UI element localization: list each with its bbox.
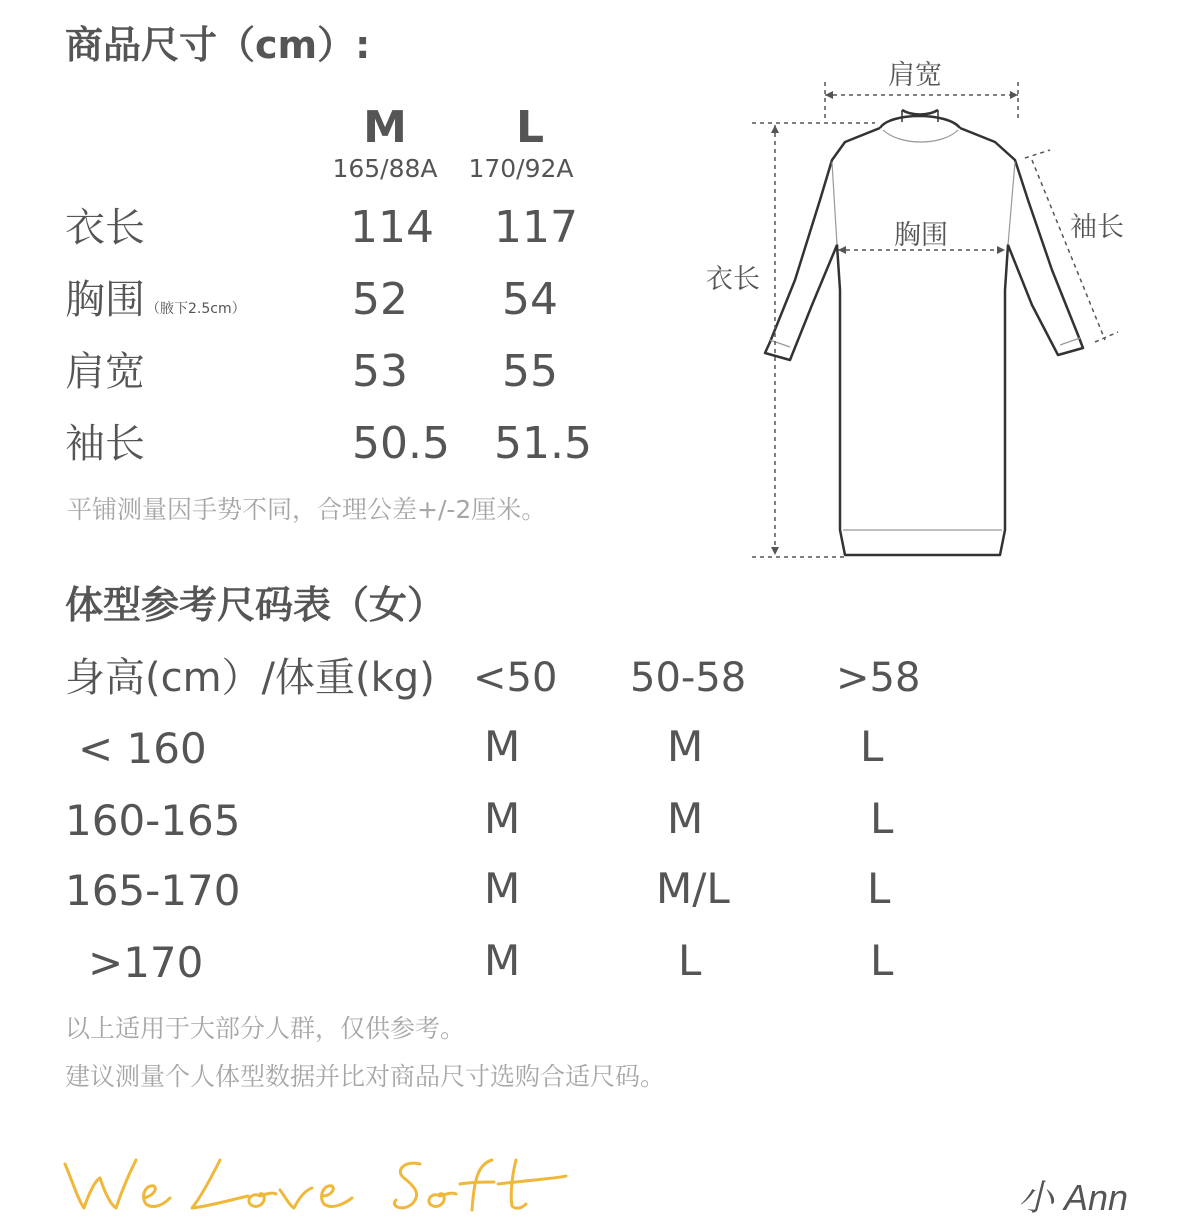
diagram-label-length: 衣长 <box>706 264 760 295</box>
reference-note-1: 以上适用于大部分人群，仅供参考。 <box>65 1014 466 1043</box>
body-type-title: 体型参考尺码表（女） <box>65 583 446 627</box>
weight-header-gt58: >58 <box>836 655 921 701</box>
value-shoulder-l: 55 <box>502 346 558 397</box>
size-l-header: L <box>515 102 545 153</box>
table-cell: M <box>484 936 521 985</box>
diagram-label-chest: 胸围 <box>894 220 948 251</box>
height-row-gt170: >170 <box>88 938 204 987</box>
diagram-label-sleeve: 袖长 <box>1070 212 1124 243</box>
table-cell: L <box>860 722 884 771</box>
signature: 小 Ann <box>1018 1177 1129 1218</box>
value-length-l: 117 <box>494 202 578 253</box>
product-size-title: 商品尺寸（cm）: <box>65 23 371 67</box>
we-love-soft-logo <box>60 1150 580 1212</box>
table-cell: M <box>484 864 521 913</box>
slogan-text: We Love Soft <box>60 1150 67 1151</box>
chest-measure-note: （腋下2.5cm） <box>146 301 246 317</box>
height-row-165-170: 165-170 <box>65 866 241 915</box>
value-sleeve-l: 51.5 <box>494 418 592 469</box>
reference-note-2: 建议测量个人体型数据并比对商品尺寸选购合适尺码。 <box>65 1062 666 1091</box>
body-type-corner-label: 身高(cm）/体重(kg) <box>65 655 435 701</box>
value-chest-m: 52 <box>352 274 408 325</box>
table-cell: L <box>678 936 702 985</box>
table-cell: M/L <box>656 864 730 913</box>
tolerance-note: 平铺测量因手势不同，合理公差+/-2厘米。 <box>67 495 547 524</box>
table-cell: L <box>867 864 891 913</box>
table-cell: L <box>870 936 894 985</box>
value-chest-l: 54 <box>502 274 558 325</box>
size-l-code: 170/92A <box>468 154 574 183</box>
row-label-sleeve: 袖长 <box>65 421 145 467</box>
weight-header-lt50: <50 <box>473 655 558 701</box>
table-cell: M <box>484 722 521 771</box>
value-shoulder-m: 53 <box>352 346 408 397</box>
value-sleeve-m: 50.5 <box>352 418 450 469</box>
value-length-m: 114 <box>350 202 434 253</box>
row-label-length: 衣长 <box>65 205 145 251</box>
table-cell: L <box>870 794 894 843</box>
height-row-lt160: < 160 <box>78 724 207 773</box>
dress-outline-icon <box>765 110 1083 555</box>
table-cell: M <box>484 794 521 843</box>
height-row-160-165: 160-165 <box>65 796 241 845</box>
diagram-label-shoulder: 肩宽 <box>888 60 942 91</box>
table-cell: M <box>667 722 704 771</box>
size-m-code: 165/88A <box>332 154 438 183</box>
dress-measurement-diagram <box>690 50 1160 570</box>
table-cell: M <box>667 794 704 843</box>
size-m-header: M <box>363 102 407 153</box>
row-label-chest: 胸围 <box>65 277 145 323</box>
weight-header-50-58: 50-58 <box>630 655 747 701</box>
row-label-shoulder: 肩宽 <box>65 349 145 395</box>
